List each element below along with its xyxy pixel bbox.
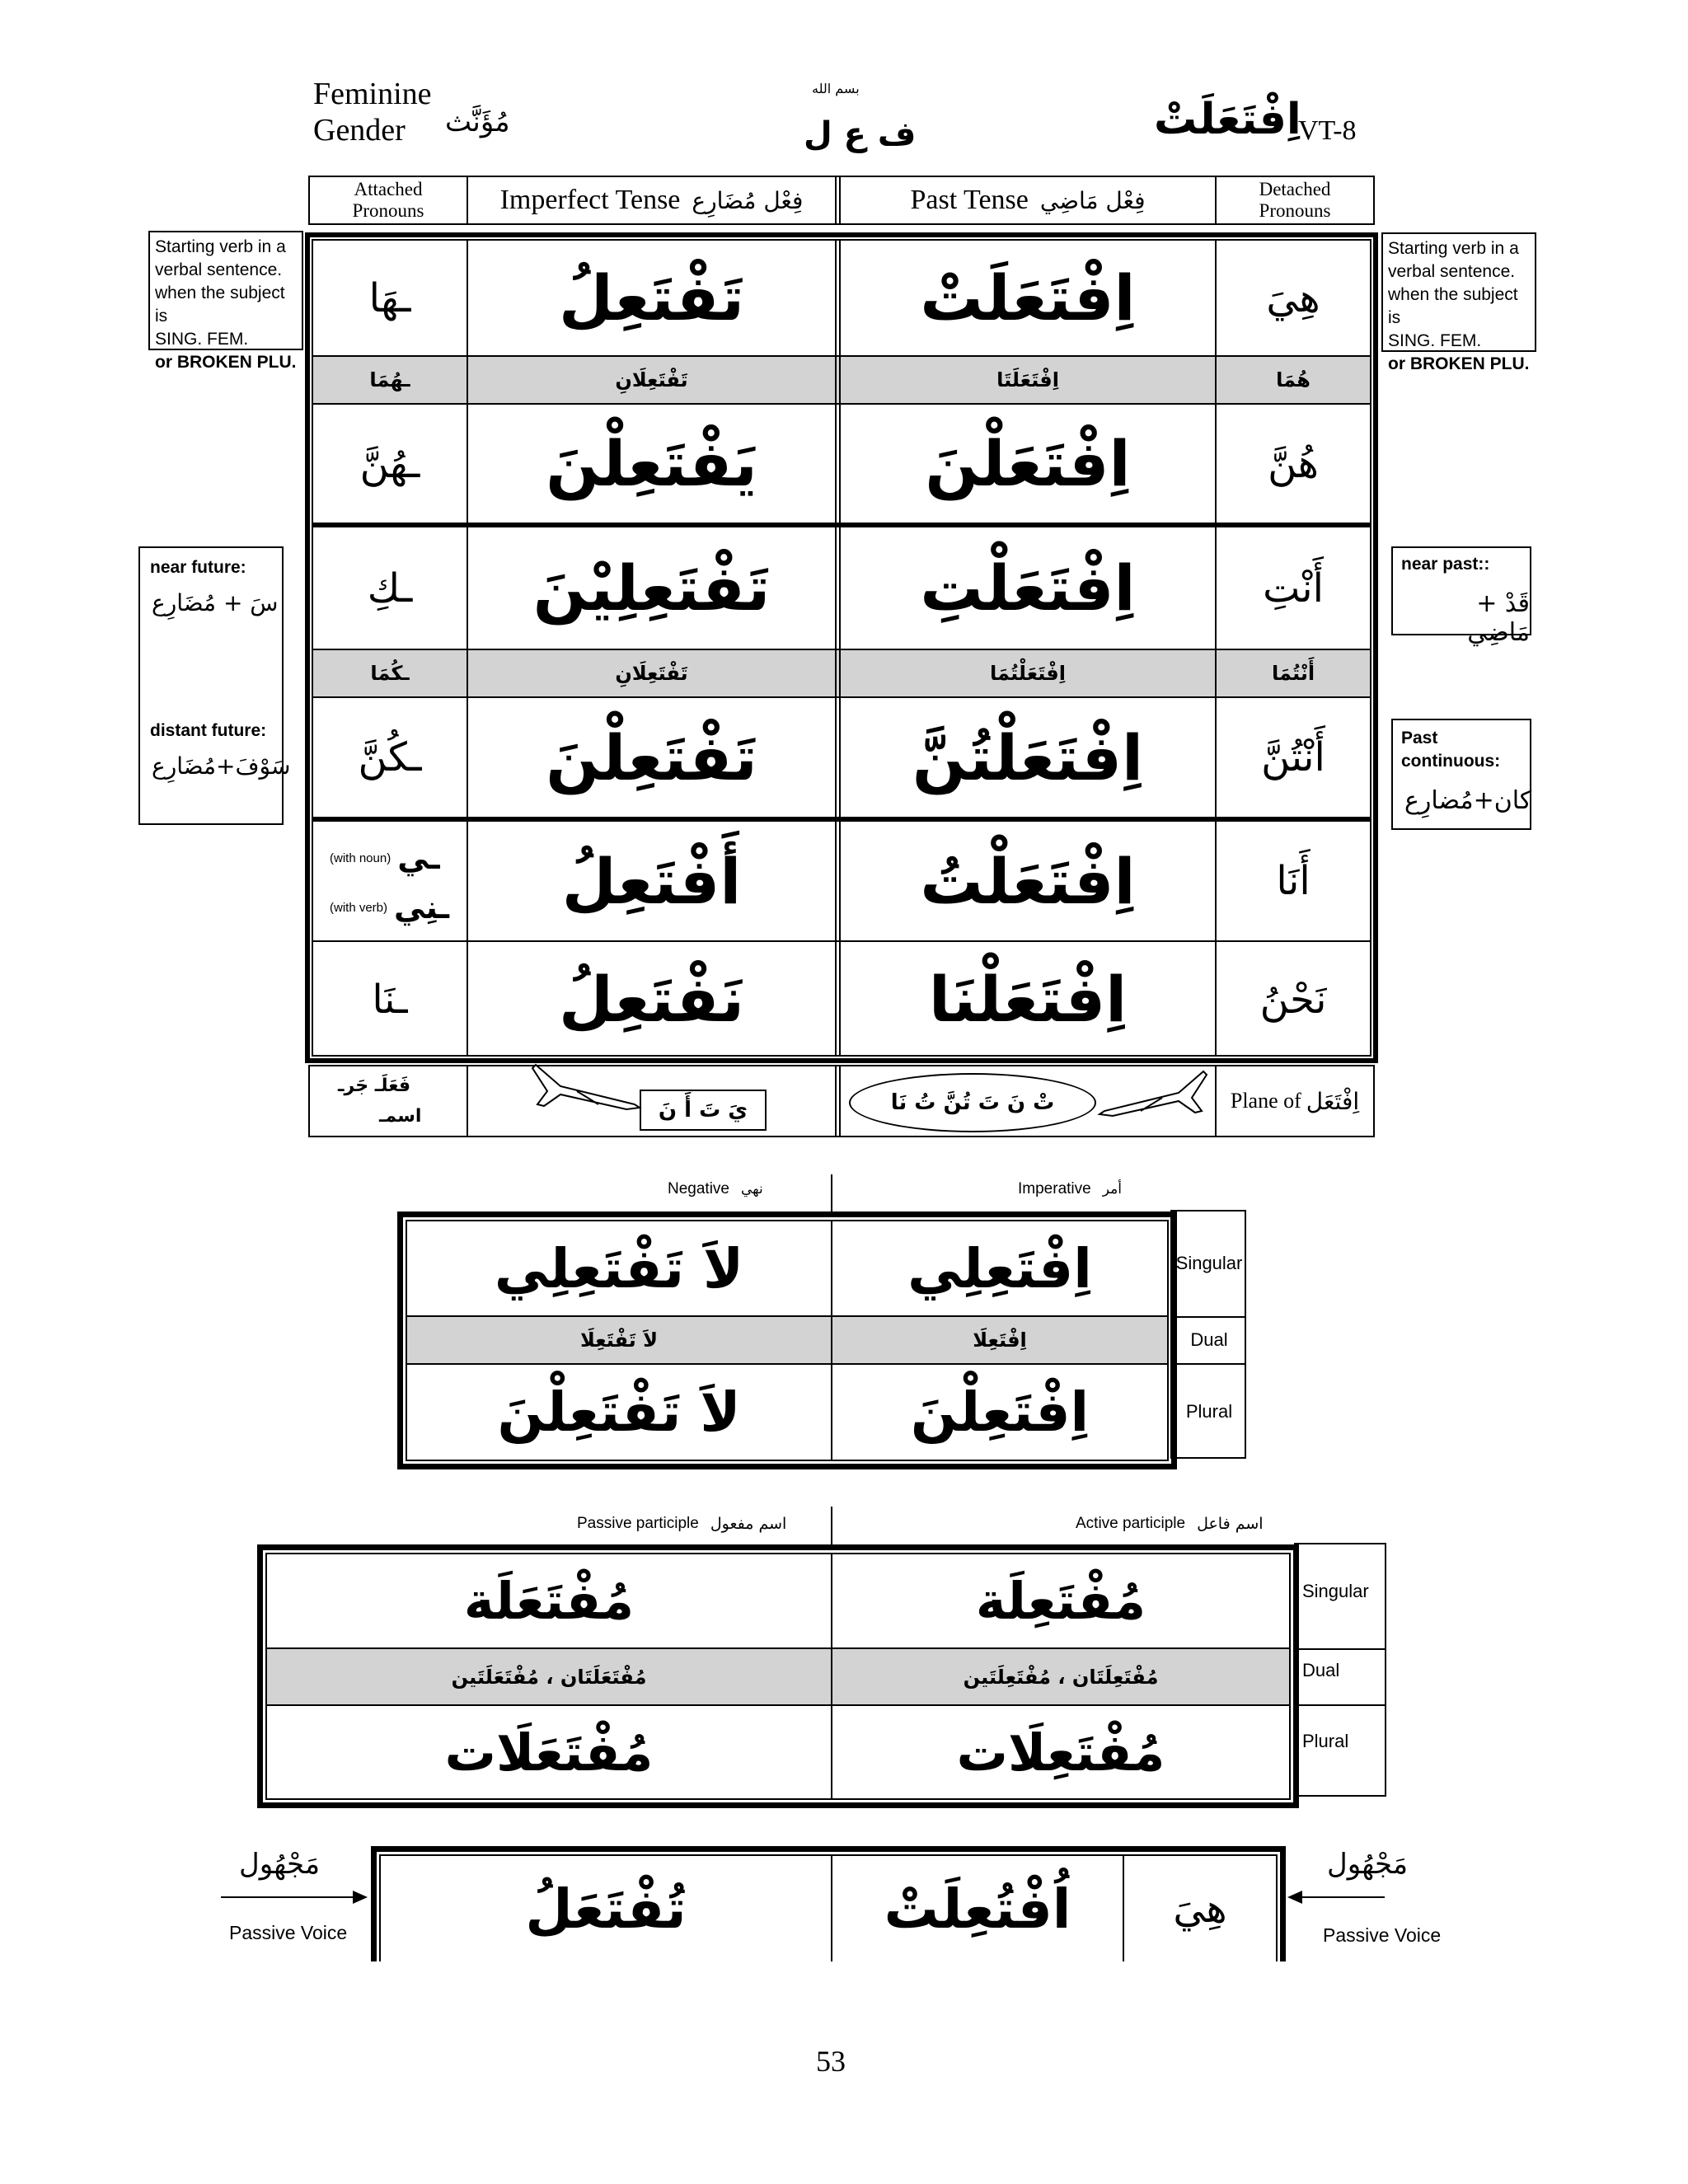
detached-anti: أَنْتِ [1263, 565, 1324, 612]
with-verb-label: (with verb) [330, 900, 388, 915]
imperfect-header [468, 176, 835, 224]
imperfect-nahnu: نَفْتَعِلُ [559, 963, 744, 1036]
passive-voice-right-en: Passive Voice [1323, 1924, 1442, 1946]
plane-attached-1: فَعَلَـ جَرـ [338, 1076, 411, 1096]
imperative-singular: اِفْتَعِلِي [907, 1236, 1092, 1301]
negative-dual: لاَ تَفْتَعِلَا [579, 1329, 659, 1352]
imperfect-hunna: يَفْتَعِلْنَ [546, 427, 757, 500]
passive-imperfect: تُفْتَعَلُ [525, 1877, 687, 1941]
note-left-top-text: Starting verb in a verbal sentence. when the subject is SING. FEM. [155, 237, 286, 349]
attached-huma: ـهُمَا [369, 368, 410, 391]
root-letters: ف ع ل [804, 115, 917, 153]
imperfect-header-ar: فِعْل مُضَارِع [692, 186, 804, 214]
imperative-header-ar: أمر [1102, 1181, 1122, 1197]
imperative-singular-label: Singular [1175, 1253, 1243, 1273]
past-antunna: اِفْتَعَلْتُنَّ [912, 720, 1144, 794]
attached-ana [313, 822, 467, 940]
imperfect-antunna: تَفْتَعِلْنَ [546, 720, 757, 794]
detached-nahnu: نَحْنُ [1259, 976, 1327, 1023]
note-right-top [1381, 232, 1536, 373]
imperfect-antuma: تَفْتَعِلَانِ [615, 662, 688, 685]
imperative-plural: اِفْتَعِلْنَ [910, 1380, 1090, 1444]
active-participle-header-ar: اسم فاعل [1197, 1515, 1264, 1533]
negative-singular: لاَ تَفْتَعِلِي [494, 1236, 744, 1301]
passive-pronoun: هِيَ [1173, 1886, 1227, 1932]
passive-participle-singular: مُفْتَعَلَة [463, 1571, 635, 1631]
passive-voice-left-ar: مَجْهُول [239, 1848, 321, 1881]
passive-participle-dual: مُفْتَعَلَتَان ، مُفْتَعَلَتَين [451, 1665, 647, 1689]
gender-arabic: مُؤَنَّث [445, 105, 510, 138]
negative-header-en: Negative [668, 1180, 729, 1197]
active-participle-plural: مُفْتَعِلَات [956, 1722, 1165, 1783]
past-ana: اِفْتَعَلْتُ [920, 844, 1136, 918]
note-left-top-bold: or BROKEN PLU. [155, 353, 297, 372]
past-suffixes-ellipse: تْ نَ تَ تُنَّ تُ نَا [849, 1073, 1096, 1132]
plane-label-en: Plane of [1230, 1089, 1301, 1113]
detached-antuma: أَنْتُمَا [1271, 662, 1315, 685]
past-hiya: اِفْتَعَلَتْ [920, 261, 1136, 335]
note-right-top-bold: or BROKEN PLU. [1388, 354, 1530, 373]
imperative-header-en: Imperative [1018, 1180, 1091, 1197]
imperfect-header-en: Imperfect Tense [499, 185, 681, 215]
detached-ana: أَنَا [1276, 858, 1311, 904]
page-number: 53 [816, 2045, 846, 2078]
imperative-header [1018, 1180, 1122, 1198]
attached-kuma: ـكُمَا [370, 662, 410, 685]
attached-kunna: ـكُنَّ [358, 734, 422, 780]
passive-participle-plural: مُفْتَعَلَات [444, 1722, 654, 1783]
imperfect-huma: تَفْتَعِلَانِ [615, 368, 688, 391]
past-nahnu: اِفْتَعَلْنَا [928, 963, 1128, 1036]
detached-antunna: أَنْتُنَّ [1261, 734, 1325, 780]
near-future-label: near future: [150, 558, 246, 577]
detached-hunna: هُنَّ [1268, 440, 1319, 487]
passive-participle-header-ar: اسم مفعول [710, 1515, 787, 1533]
attached-hunna: ـهُنَّ [359, 440, 420, 487]
plane-label-ar: اِفْتَعَل [1306, 1087, 1360, 1115]
participle-singular-label: Singular [1302, 1581, 1369, 1601]
form-title: اِفْتَعَلَتْ [1154, 95, 1301, 144]
past-huma: اِفْتَعَلَتَا [996, 368, 1059, 391]
past-anti: اِفْتَعَلْتِ [920, 551, 1136, 625]
imperfect-ana: أَفْتَعِلُ [561, 844, 742, 918]
arrow-right-icon [221, 1887, 369, 1907]
bismillah: بسم الله [812, 81, 860, 96]
near-past-formula: قَدْ + مَاضِي [1467, 589, 1530, 647]
past-continuous-formula: كان+مُضارِع [1404, 786, 1532, 815]
gender-label: Feminine Gender [313, 77, 432, 148]
imperative-plural-label: Plural [1185, 1401, 1233, 1422]
active-participle-header-en: Active participle [1076, 1515, 1186, 1532]
airplane-left-icon [528, 1057, 643, 1116]
participle-plural-label: Plural [1302, 1731, 1349, 1751]
negative-header [668, 1180, 763, 1198]
airplane-right-icon [1096, 1063, 1212, 1122]
passive-participle-header-en: Passive participle [577, 1515, 699, 1532]
passive-past: اُفْتُعِلَتْ [884, 1877, 1071, 1941]
attached-na: ـنَا [372, 976, 408, 1023]
past-header-ar: فِعْل مَاضِي [1039, 186, 1146, 214]
past-antuma: اِفْتَعَلْتُمَا [990, 662, 1066, 685]
plane-label [1217, 1066, 1373, 1136]
imperfect-anti: تَفْتَعِلِيْنَ [532, 551, 771, 625]
imperative-dual: اِفْتَعِلَا [973, 1329, 1027, 1352]
imperfect-hiya: تَفْتَعِلُ [559, 261, 744, 335]
distant-future-formula: سَوْفَ+مُضَارِع [152, 752, 291, 780]
participle-dual-label: Dual [1302, 1660, 1340, 1680]
negative-header-ar: نهي [741, 1181, 763, 1197]
note-right-top-text: Starting verb in a verbal sentence. when the subject is SING. FEM. [1388, 239, 1519, 350]
with-noun-label: (with noun) [330, 851, 392, 865]
attached-pronouns-header: Attached Pronouns [352, 179, 424, 221]
attached-ki: ـكِ [367, 565, 413, 612]
note-future [138, 546, 291, 825]
negative-plural: لاَ تَفْتَعِلْنَ [497, 1380, 741, 1444]
past-hunna: اِفْتَعَلْنَ [925, 427, 1131, 500]
attached-ya: ـي [397, 840, 440, 876]
note-near-past [1391, 546, 1531, 647]
form-code: VT-8 [1298, 115, 1357, 146]
detached-hiya: هِيَ [1266, 274, 1320, 321]
active-participle-dual: مُفْتَعِلَتَان ، مُفْتَعِلَتَين [963, 1665, 1159, 1689]
note-past-continuous [1391, 719, 1531, 830]
active-participle-singular: مُفْتَعِلَة [975, 1571, 1146, 1631]
attached-ha: ـهَا [368, 274, 411, 321]
past-continuous-label: Past continuous: [1401, 729, 1501, 771]
past-header [841, 176, 1215, 224]
imperfect-prefixes-box: يَ تَ أَ نَ [640, 1090, 767, 1131]
arrow-left-icon [1286, 1887, 1385, 1907]
distant-future-label: distant future: [150, 721, 267, 740]
passive-voice-left-en: Passive Voice [229, 1922, 348, 1943]
near-past-label: near past:: [1401, 555, 1490, 574]
past-header-en: Past Tense [910, 185, 1029, 215]
attached-ni: ـنِي [394, 889, 449, 926]
active-participle-header [1076, 1515, 1264, 1533]
passive-voice-right-ar: مَجْهُول [1327, 1848, 1409, 1881]
near-future-formula: سَ + مُضَارِع [152, 589, 279, 616]
note-left-top [148, 231, 303, 372]
detached-huma: هُمَا [1276, 368, 1311, 391]
passive-participle-header [577, 1515, 786, 1533]
plane-attached-2: اسمـ [379, 1106, 422, 1127]
detached-pronouns-header: Detached Pronouns [1259, 179, 1331, 221]
imperative-dual-label: Dual [1190, 1329, 1228, 1350]
